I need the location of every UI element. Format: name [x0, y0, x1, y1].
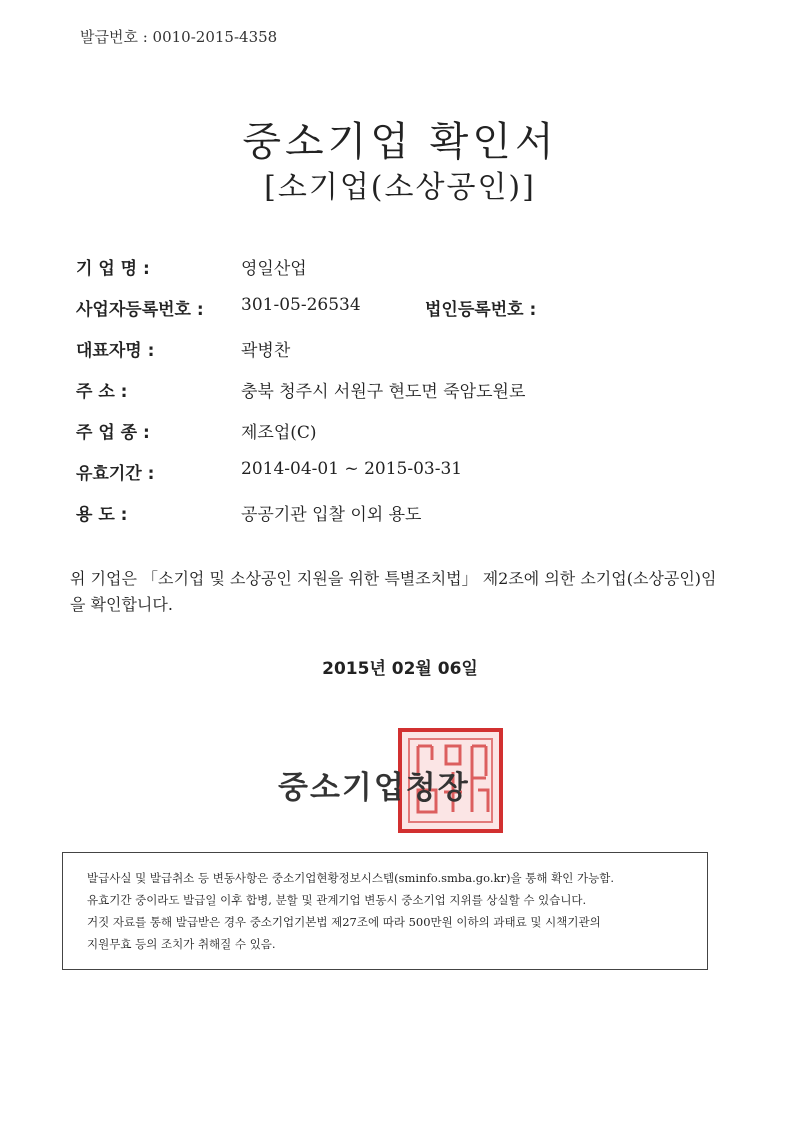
document-title: 중소기업 확인서	[242, 119, 558, 165]
field-value: 충북 청주시 서원구 현도면 죽암도원로	[241, 382, 526, 402]
notice-box	[62, 852, 708, 970]
notice-line: 지원무효 등의 조치가 취해질 수 있음.	[87, 937, 276, 951]
field-label: 주 업 종 :	[76, 423, 150, 443]
field-value: 곽병찬	[241, 341, 291, 361]
field-value: 공공기관 입찰 이외 용도	[241, 505, 422, 525]
field-label: 사업자등록번호 :	[76, 300, 204, 320]
document-subtitle: [소기업(소상공인)]	[264, 170, 536, 205]
notice-line: 거짓 자료를 통해 발급받은 경우 중소기업기본법 제27조에 따라 500만원 이하의 과태료 및 시책기관의	[87, 915, 601, 929]
field-label: 용 도 :	[76, 505, 128, 525]
issuer-name: 중소기업청장	[278, 770, 470, 806]
confirmation-text: 위 기업은 「소기업 및 소상공인 지원을 위한 특별조치법」 제2조에 의한 소기업(소상공인)임을 확인합니다.	[70, 569, 717, 614]
issue-date: 2015년 02월 06일	[322, 659, 478, 679]
field-label: 기 업 명 :	[76, 259, 150, 279]
field-value: 영일산업	[241, 259, 307, 279]
corp-reg-label: 법인등록번호 :	[425, 300, 537, 320]
field-label: 대표자명 :	[76, 341, 155, 361]
field-label: 유효기간 :	[76, 464, 155, 484]
notice-line: 발급사실 및 발급취소 등 변동사항은 중소기업현황정보시스템(sminfo.smba.go.kr)을 통해 확인 가능함.	[87, 871, 614, 885]
field-value: 제조업(C)	[241, 423, 317, 443]
field-label: 주 소 :	[76, 382, 128, 402]
notice-line: 유효기간 중이라도 발급일 이후 합병, 분할 및 관계기업 변동시 중소기업 지위를 상실할 수 있습니다.	[87, 893, 587, 907]
field-value: 2014-04-01 ~ 2015-03-31	[241, 459, 463, 479]
field-value: 301-05-26534	[241, 295, 361, 315]
issue-number: 발급번호 : 0010-2015-4358	[80, 28, 278, 46]
